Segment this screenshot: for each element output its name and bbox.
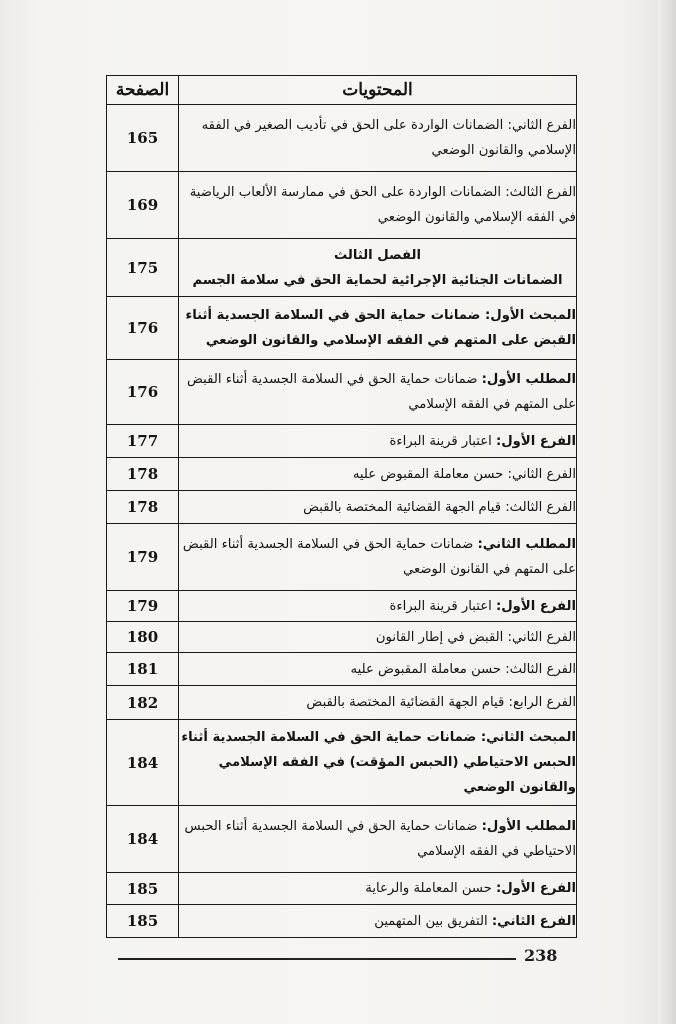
entry-page: 184 <box>107 720 179 806</box>
entry-text: قيام الجهة القضائية المختصة بالقبض <box>306 695 509 710</box>
entry-label: الفرع الثالث: <box>505 661 576 677</box>
entry-label: المطلب الأول: <box>481 819 576 834</box>
table-row <box>107 297 577 360</box>
entry-text: ضمانات حماية الحق في السلامة الجسدية أثناء القبض على المتهم في القانون الوضعي <box>182 537 576 577</box>
table-row <box>107 105 577 172</box>
entry-page: 179 <box>107 591 179 622</box>
table-row <box>107 622 577 653</box>
entry-text: ضمانات حماية الحق في السلامة الجسدية أثناء الحبس الاحتياطي في الفقه الإسلامي <box>184 819 576 859</box>
entry-label: الفرع الثاني: <box>507 466 576 482</box>
entry-label: المطلب الثاني: <box>477 537 576 552</box>
table-row <box>107 591 577 622</box>
page-column-header: الصفحة <box>107 76 179 105</box>
entry-page: 185 <box>107 873 179 905</box>
entry-page: 165 <box>107 105 179 172</box>
table-row <box>107 524 577 591</box>
entry-text: اعتبار قرينة البراءة <box>389 598 496 614</box>
chapter-title: الضمانات الجنائية الإجرائية لحماية الحق في سلامة الجسم <box>192 272 563 288</box>
table-row <box>107 172 577 239</box>
footer-rule <box>118 958 516 960</box>
entry-text: ضمانات حماية الحق في السلامة الجسدية أثناء الحبس الاحتياطي (الحبس المؤقت) في الفقه الإسلامي والقانون الوضعي <box>181 730 576 795</box>
entry-label: الفرع الثاني: <box>491 913 576 929</box>
table-row <box>107 458 577 491</box>
entry-label: الفرع الثالث: <box>505 185 576 200</box>
entry-label: الفرع الثالث: <box>505 499 576 515</box>
entry-label: الفرع الثاني: <box>507 629 576 645</box>
entry-label: المبحث الأول: <box>484 308 576 323</box>
entry-label: الفرع الأول: <box>495 598 576 614</box>
entry-label: الفرع الثاني: <box>507 118 576 133</box>
entry-page: 179 <box>107 524 179 591</box>
entry-text: قيام الجهة القضائية المختصة بالقبض <box>303 499 506 515</box>
entry-page: 176 <box>107 360 179 425</box>
entry-text: ضمانات حماية الحق في السلامة الجسدية أثناء القبض على المتهم في الفقه الإسلامي <box>187 372 576 412</box>
table-row <box>107 491 577 524</box>
entry-label: المبحث الثاني: <box>480 730 576 745</box>
entry-text: حسن معاملة المقبوض عليه <box>350 661 506 677</box>
entry-label: الفرع الرابع: <box>508 695 576 710</box>
table-row <box>107 873 577 905</box>
entry-text: حسن معاملة المقبوض عليه <box>352 466 508 482</box>
entry-page: 184 <box>107 806 179 873</box>
table-row <box>107 905 577 938</box>
entry-text: ضمانات حماية الحق في السلامة الجسدية أثناء القبض على المتهم في الفقه الإسلامي والقانون الوضعي <box>185 308 576 348</box>
entry-page: 178 <box>107 458 179 491</box>
entry-page: 175 <box>107 239 179 297</box>
entry-text: الضمانات الواردة على الحق في تأديب الصغير في الفقه الإسلامي والقانون الوضعي <box>201 118 576 158</box>
entry-page: 185 <box>107 905 179 938</box>
entry-page: 181 <box>107 653 179 686</box>
entry-label: الفرع الأول: <box>495 881 576 896</box>
table-row <box>107 360 577 425</box>
entry-page: 169 <box>107 172 179 239</box>
entry-page: 178 <box>107 491 179 524</box>
page-number: 238 <box>524 946 558 965</box>
entry-text: القبض في إطار القانون <box>375 629 508 645</box>
table-row <box>107 720 577 806</box>
table-row <box>107 653 577 686</box>
entry-page: 182 <box>107 686 179 720</box>
entry-label: المطلب الأول: <box>481 372 576 387</box>
table-header-row <box>107 76 577 105</box>
contents-header: المحتويات <box>179 76 577 105</box>
entry-page: 177 <box>107 425 179 458</box>
chapter-label: الفصل الثالث <box>333 247 422 263</box>
entry-page: 176 <box>107 297 179 360</box>
entry-label: الفرع الأول: <box>495 433 576 449</box>
table-row <box>107 686 577 720</box>
table-row <box>107 425 577 458</box>
entry-text: الضمانات الواردة على الحق في ممارسة الألعاب الرياضية في الفقه الإسلامي والقانون الوضعي <box>189 185 576 225</box>
entry-text: حسن المعاملة والرعاية <box>365 881 496 896</box>
table-row <box>107 806 577 873</box>
contents-table <box>106 75 577 938</box>
entry-text: التفريق بين المتهمين <box>374 913 492 929</box>
entry-text: اعتبار قرينة البراءة <box>389 433 496 449</box>
page-footer <box>118 946 578 970</box>
table-row <box>107 239 577 297</box>
page-spine-shadow <box>658 0 676 1024</box>
entry-page: 180 <box>107 622 179 653</box>
